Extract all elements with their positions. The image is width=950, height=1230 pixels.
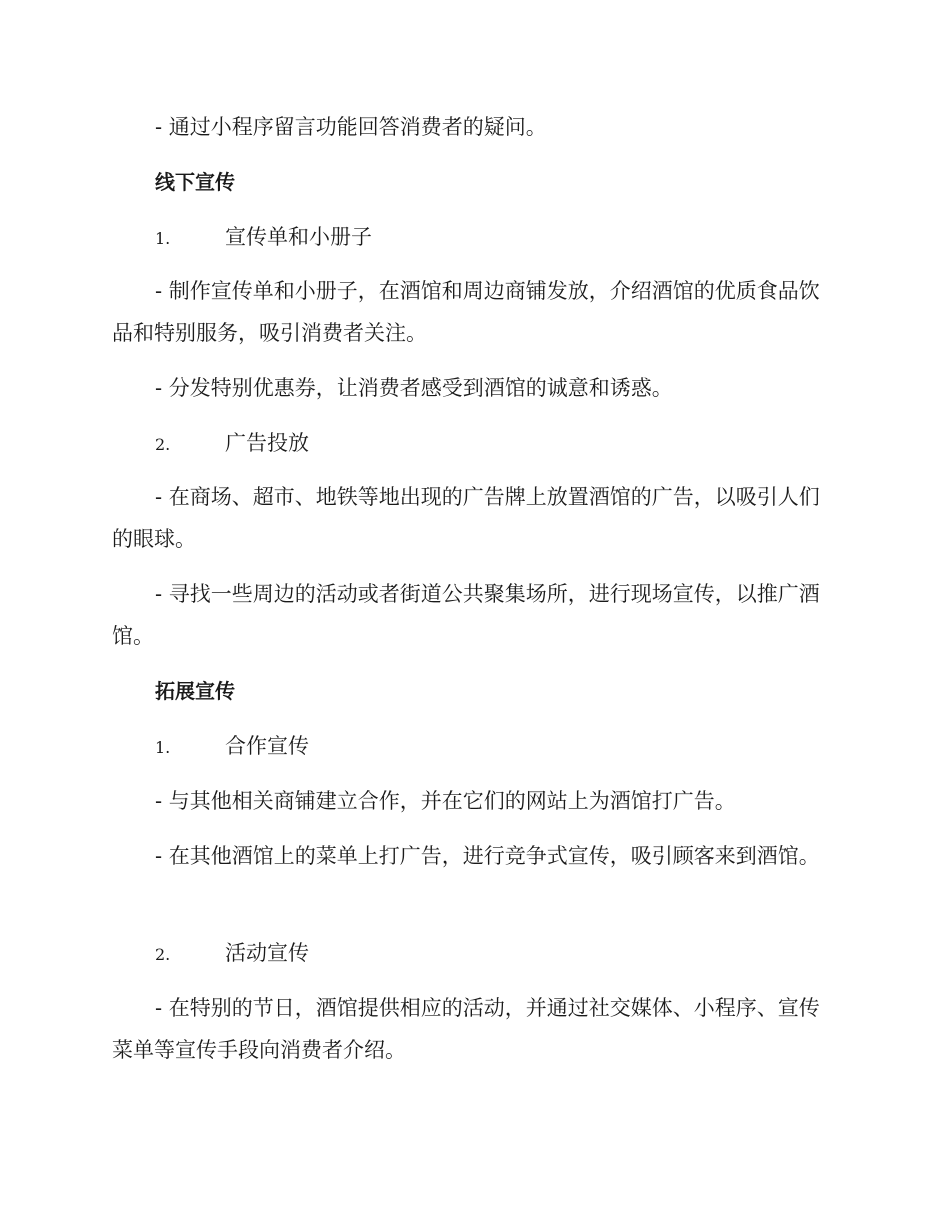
paragraph-holiday-events: - 在特别的节日，酒馆提供相应的活动，并通过社交媒体、小程序、宣传菜单等宣传手段向消费者介绍。: [112, 996, 820, 1062]
paragraph-answer-questions: - 通过小程序留言功能回答消费者的疑问。: [155, 115, 547, 139]
list-label: 合作宣传: [225, 734, 309, 758]
list-number: 2.: [155, 945, 171, 964]
list-item-event-promotion: [155, 932, 815, 976]
list-number: 2.: [155, 435, 171, 454]
list-item-advertising: [155, 422, 815, 466]
paragraph-make-flyers: - 制作宣传单和小册子，在酒馆和周边商铺发放，介绍酒馆的优质食品饮品和特别服务，吸引消费者关注。: [112, 279, 820, 345]
list-number: 1.: [155, 229, 171, 248]
paragraph-onsite-promotion: - 寻找一些周边的活动或者街道公共聚集场所，进行现场宣传，以推广酒馆。: [112, 582, 820, 648]
paragraph-menu-ads: - 在其他酒馆上的菜单上打广告，进行竞争式宣传，吸引顾客来到酒馆。: [155, 844, 820, 868]
section-heading-extended-promotion: 拓展宣传: [155, 679, 235, 703]
section-heading-offline-promotion: 线下宣传: [155, 170, 235, 194]
list-label: 广告投放: [225, 431, 309, 455]
list-label: 宣传单和小册子: [225, 225, 372, 249]
paragraph-partner-shops: - 与其他相关商铺建立合作，并在它们的网站上为酒馆打广告。: [155, 789, 736, 813]
list-number: 1.: [155, 738, 171, 757]
list-item-cooperation: [155, 725, 815, 769]
paragraph-billboards: - 在商场、超市、地铁等地出现的广告牌上放置酒馆的广告，以吸引人们的眼球。: [112, 485, 820, 551]
list-label: 活动宣传: [225, 941, 309, 965]
list-item-flyers: [155, 216, 815, 260]
paragraph-coupons: - 分发特别优惠券，让消费者感受到酒馆的诚意和诱惑。: [155, 376, 673, 400]
